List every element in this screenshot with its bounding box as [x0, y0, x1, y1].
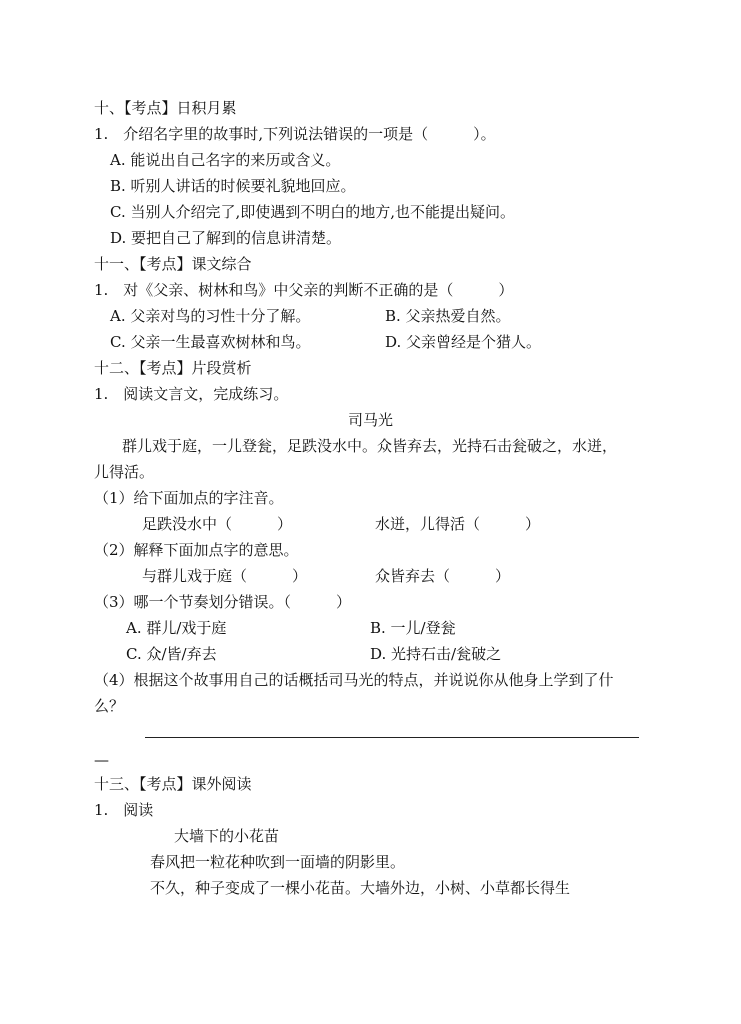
sub-question-2-item-a: 与群儿戏于庭（ ）	[142, 567, 308, 585]
sub-question-3-option-d: D. 光持石击/瓮破之	[370, 645, 502, 663]
section-13-heading: 十三、【考点】课外阅读	[94, 775, 252, 793]
sub-question-2-item-b: 众皆弃去（ ）	[375, 567, 511, 585]
sub-question-3: （3）哪一个节奏划分错误。（ ）	[94, 593, 352, 611]
sub-question-1: （1）给下面加点的字注音。	[94, 489, 284, 507]
option-a: A. 能说出自己名字的来历或含义。	[110, 151, 341, 169]
reading-line-1: 春风把一粒花种吹到一面墙的阴影里。	[150, 853, 406, 871]
question-10-1: 1. 介绍名字里的故事时,下列说法错误的一项是（ ）。	[94, 125, 496, 143]
option-c: C. 当别人介绍完了,即使遇到不明白的地方,也不能提出疑问。	[110, 203, 516, 221]
answer-blank-tail: —	[94, 751, 109, 769]
sub-question-4-line-1: （4）根据这个故事用自己的话概括司马光的特点，并说说你从他身上学到了什	[94, 671, 614, 689]
section-11-heading: 十一、【考点】课文综合	[94, 255, 252, 273]
option-d: D. 要把自己了解到的信息讲清楚。	[110, 229, 342, 247]
passage-line-2: 儿得活。	[94, 463, 155, 481]
sub-question-3-option-b: B. 一儿/登瓮	[370, 619, 456, 637]
passage-title: 司马光	[347, 411, 393, 429]
sub-question-3-option-c: C. 众/皆/弃去	[126, 645, 217, 663]
sub-question-4-line-2: 么？	[94, 697, 125, 715]
section-12-heading: 十二、【考点】片段赏析	[94, 359, 252, 377]
question-13-1: 1. 阅读	[94, 801, 154, 819]
sub-question-1-item-b: 水迸，儿得活（ ）	[375, 515, 541, 533]
question-12-1: 1. 阅读文言文，完成练习。	[94, 385, 289, 403]
sub-question-2: （2）解释下面加点字的意思。	[94, 541, 299, 559]
reading-title: 大墙下的小花苗	[174, 827, 280, 845]
sub-question-1-item-a: 足跌没水中（ ）	[142, 515, 293, 533]
option-a: A. 父亲对鸟的习性十分了解。	[110, 307, 311, 325]
reading-line-2: 不久，种子变成了一棵小花苗。大墙外边，小树、小草都长得生	[150, 879, 571, 897]
option-c: C. 父亲一生最喜欢树林和鸟。	[110, 333, 311, 351]
option-d: D. 父亲曾经是个猎人。	[385, 333, 542, 351]
passage-line-1: 群儿戏于庭，一儿登瓮，足跌没水中。众皆弃去，光持石击瓮破之，水迸，	[122, 437, 618, 455]
sub-question-3-option-a: A. 群儿/戏于庭	[126, 619, 227, 637]
option-b: B. 听别人讲话的时候要礼貌地回应。	[110, 177, 356, 195]
answer-blank-line	[145, 737, 639, 738]
section-10-heading: 十、【考点】日积月累	[94, 99, 237, 117]
option-b: B. 父亲热爱自然。	[385, 307, 511, 325]
question-11-1: 1. 对《父亲、树林和鸟》中父亲的判断不正确的是（ ）	[94, 281, 514, 299]
